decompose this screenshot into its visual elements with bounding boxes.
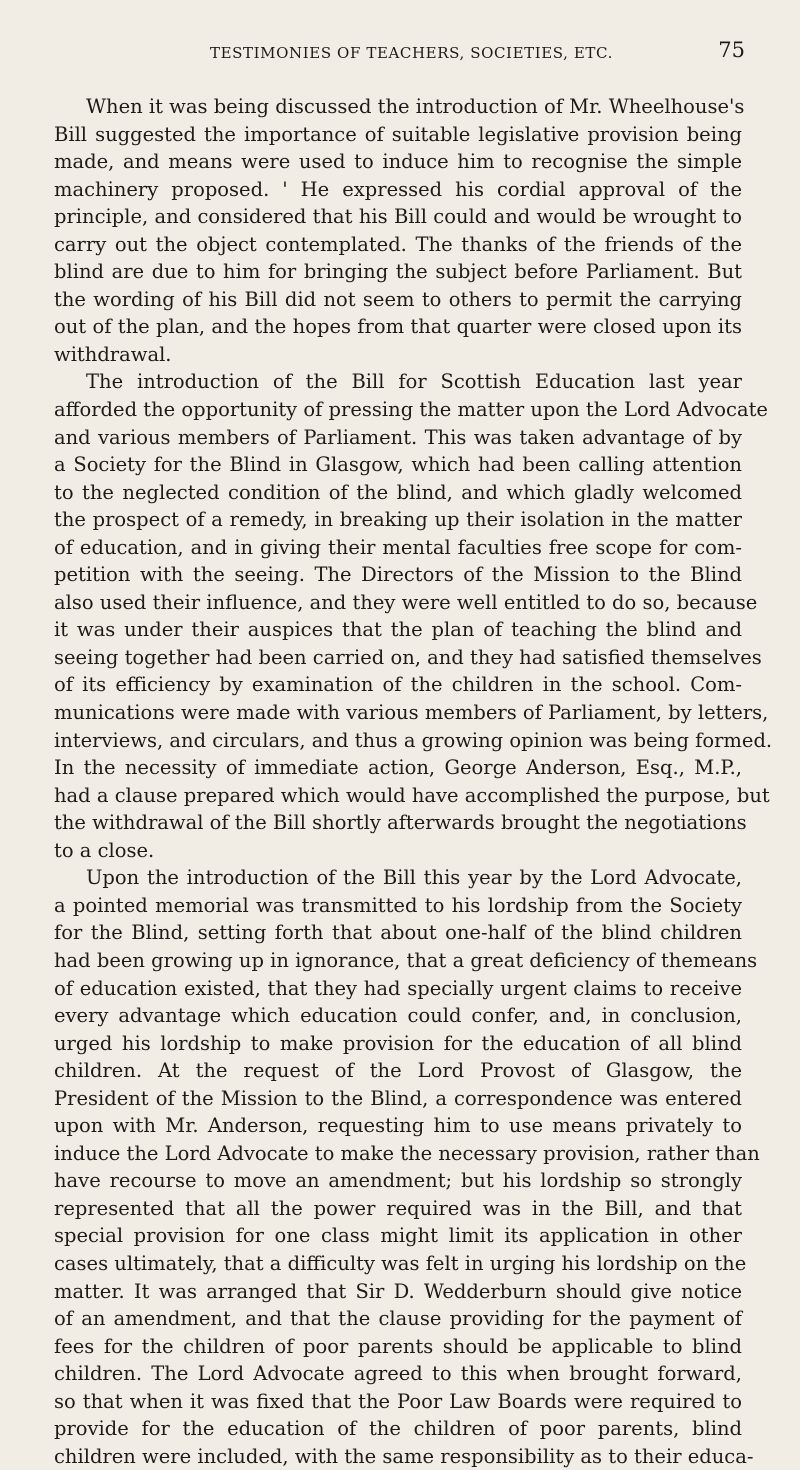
running-head: TESTIMONIES OF TEACHERS, SOCIETIES, ETC. [210, 44, 613, 62]
text-line: of education, and in giving their mental faculties free scope for com- [54, 535, 742, 559]
text-line: The introduction of the Bill for Scottish Education last year [86, 370, 742, 394]
text-line: induce the Lord Advocate to make the necessary provision, rather than [54, 1141, 760, 1165]
text-line: and various members of Parliament. This was taken advantage of by [54, 425, 742, 449]
text-line: out of the plan, and the hopes from that quarter were closed upon its [54, 315, 742, 339]
text-line: Bill suggested the importance of suitable legislative provision being [54, 122, 742, 146]
text-line: special provision for one class might limit its application in other [54, 1224, 742, 1248]
text-line: petition with the seeing. The Directors of the Mission to the Blind [54, 563, 742, 587]
text-line: of its efficiency by examination of the children in the school. Com- [54, 673, 742, 697]
text-line: interviews, and circulars, and thus a growing opinion was being formed. [54, 728, 773, 752]
text-line: seeing together had been carried on, and they had satisfied themselves [54, 645, 762, 669]
text-line: made, and means were used to induce him to recognise the simple [54, 150, 742, 174]
text-line: upon with Mr. Anderson, requesting him to use means privately to [54, 1114, 742, 1138]
text-line: every advantage which education could confer, and, in conclusion, [54, 1004, 742, 1028]
text-line: represented that all the power required was in the Bill, and that [54, 1196, 742, 1220]
text-line: President of the Mission to the Blind, a correspondence was entered [54, 1086, 742, 1110]
text-line: had been growing up in ignorance, that a great deficiency of themeans [54, 948, 758, 972]
page-number: 75 [718, 38, 745, 62]
body-text [54, 93, 773, 1470]
text-line: children were included, with the same responsibility as to their educa- [54, 1444, 754, 1468]
text-line: so that when it was fixed that the Poor Law Boards were required to [54, 1389, 742, 1413]
text-line: provide for the education of the children of poor parents, blind [54, 1417, 742, 1441]
page-header [210, 38, 745, 68]
text-line: Upon the introduction of the Bill this year by the Lord Advocate, [86, 866, 742, 890]
text-line: to a close. [54, 838, 155, 862]
text-line: of education existed, that they had specially urgent claims to receive [54, 976, 742, 1000]
text-line: machinery proposed. ' He expressed his cordial approval of the [54, 177, 742, 201]
text-line: principle, and considered that his Bill could and would be wrought to [54, 205, 742, 229]
text-line: afforded the opportunity of pressing the matter upon the Lord Advocate [54, 398, 768, 422]
text-line: children. At the request of the Lord Provost of Glasgow, the [54, 1059, 742, 1083]
text-line: blind are due to him for bringing the subject before Parliament. But [54, 260, 742, 284]
text-line: it was under their auspices that the plan of teaching the blind and [54, 618, 742, 642]
text-line: the wording of his Bill did not seem to others to permit the carrying [54, 287, 742, 311]
text-line: fees for the children of poor parents should be applicable to blind [54, 1334, 742, 1358]
text-line: matter. It was arranged that Sir D. Wedderburn should give notice [54, 1279, 742, 1303]
text-line: had a clause prepared which would have accomplished the purpose, but [54, 783, 770, 807]
text-line: a pointed memorial was transmitted to his lordship from the Society [54, 893, 742, 917]
text-line: for the Blind, setting forth that about one-half of the blind children [54, 921, 742, 945]
text-line: munications were made with various members of Parliament, by letters, [54, 701, 769, 725]
text-line: children. The Lord Advocate agreed to this when brought forward, [54, 1362, 742, 1386]
text-line: carry out the object contemplated. The thanks of the friends of the [54, 232, 742, 256]
text-line: of an amendment, and that the clause providing for the payment of [54, 1307, 742, 1331]
paragraph [54, 864, 760, 1470]
text-line: the withdrawal of the Bill shortly afterwards brought the negotiations [54, 811, 747, 835]
text-line: When it was being discussed the introduction of Mr. Wheelhouse's [86, 95, 745, 118]
text-line: withdrawal. [54, 342, 172, 366]
paragraph [54, 368, 773, 864]
text-line: also used their influence, and they were well entitled to do so, because [54, 590, 758, 614]
text-line: In the necessity of immediate action, George Anderson, Esq., M.P., [54, 756, 742, 780]
text-line: cases ultimately, that a difficulty was felt in urging his lordship on the [54, 1251, 747, 1275]
text-line: urged his lordship to make provision for the education of all blind [54, 1031, 742, 1055]
text-line: the prospect of a remedy, in breaking up their isolation in the matter [54, 508, 742, 532]
text-line: have recourse to move an amendment; but his lordship so strongly [54, 1169, 742, 1193]
text-line: to the neglected condition of the blind, and which gladly welcomed [54, 480, 742, 504]
text-line: a Society for the Blind in Glasgow, which had been calling attention [54, 453, 742, 477]
paragraph [54, 93, 745, 368]
